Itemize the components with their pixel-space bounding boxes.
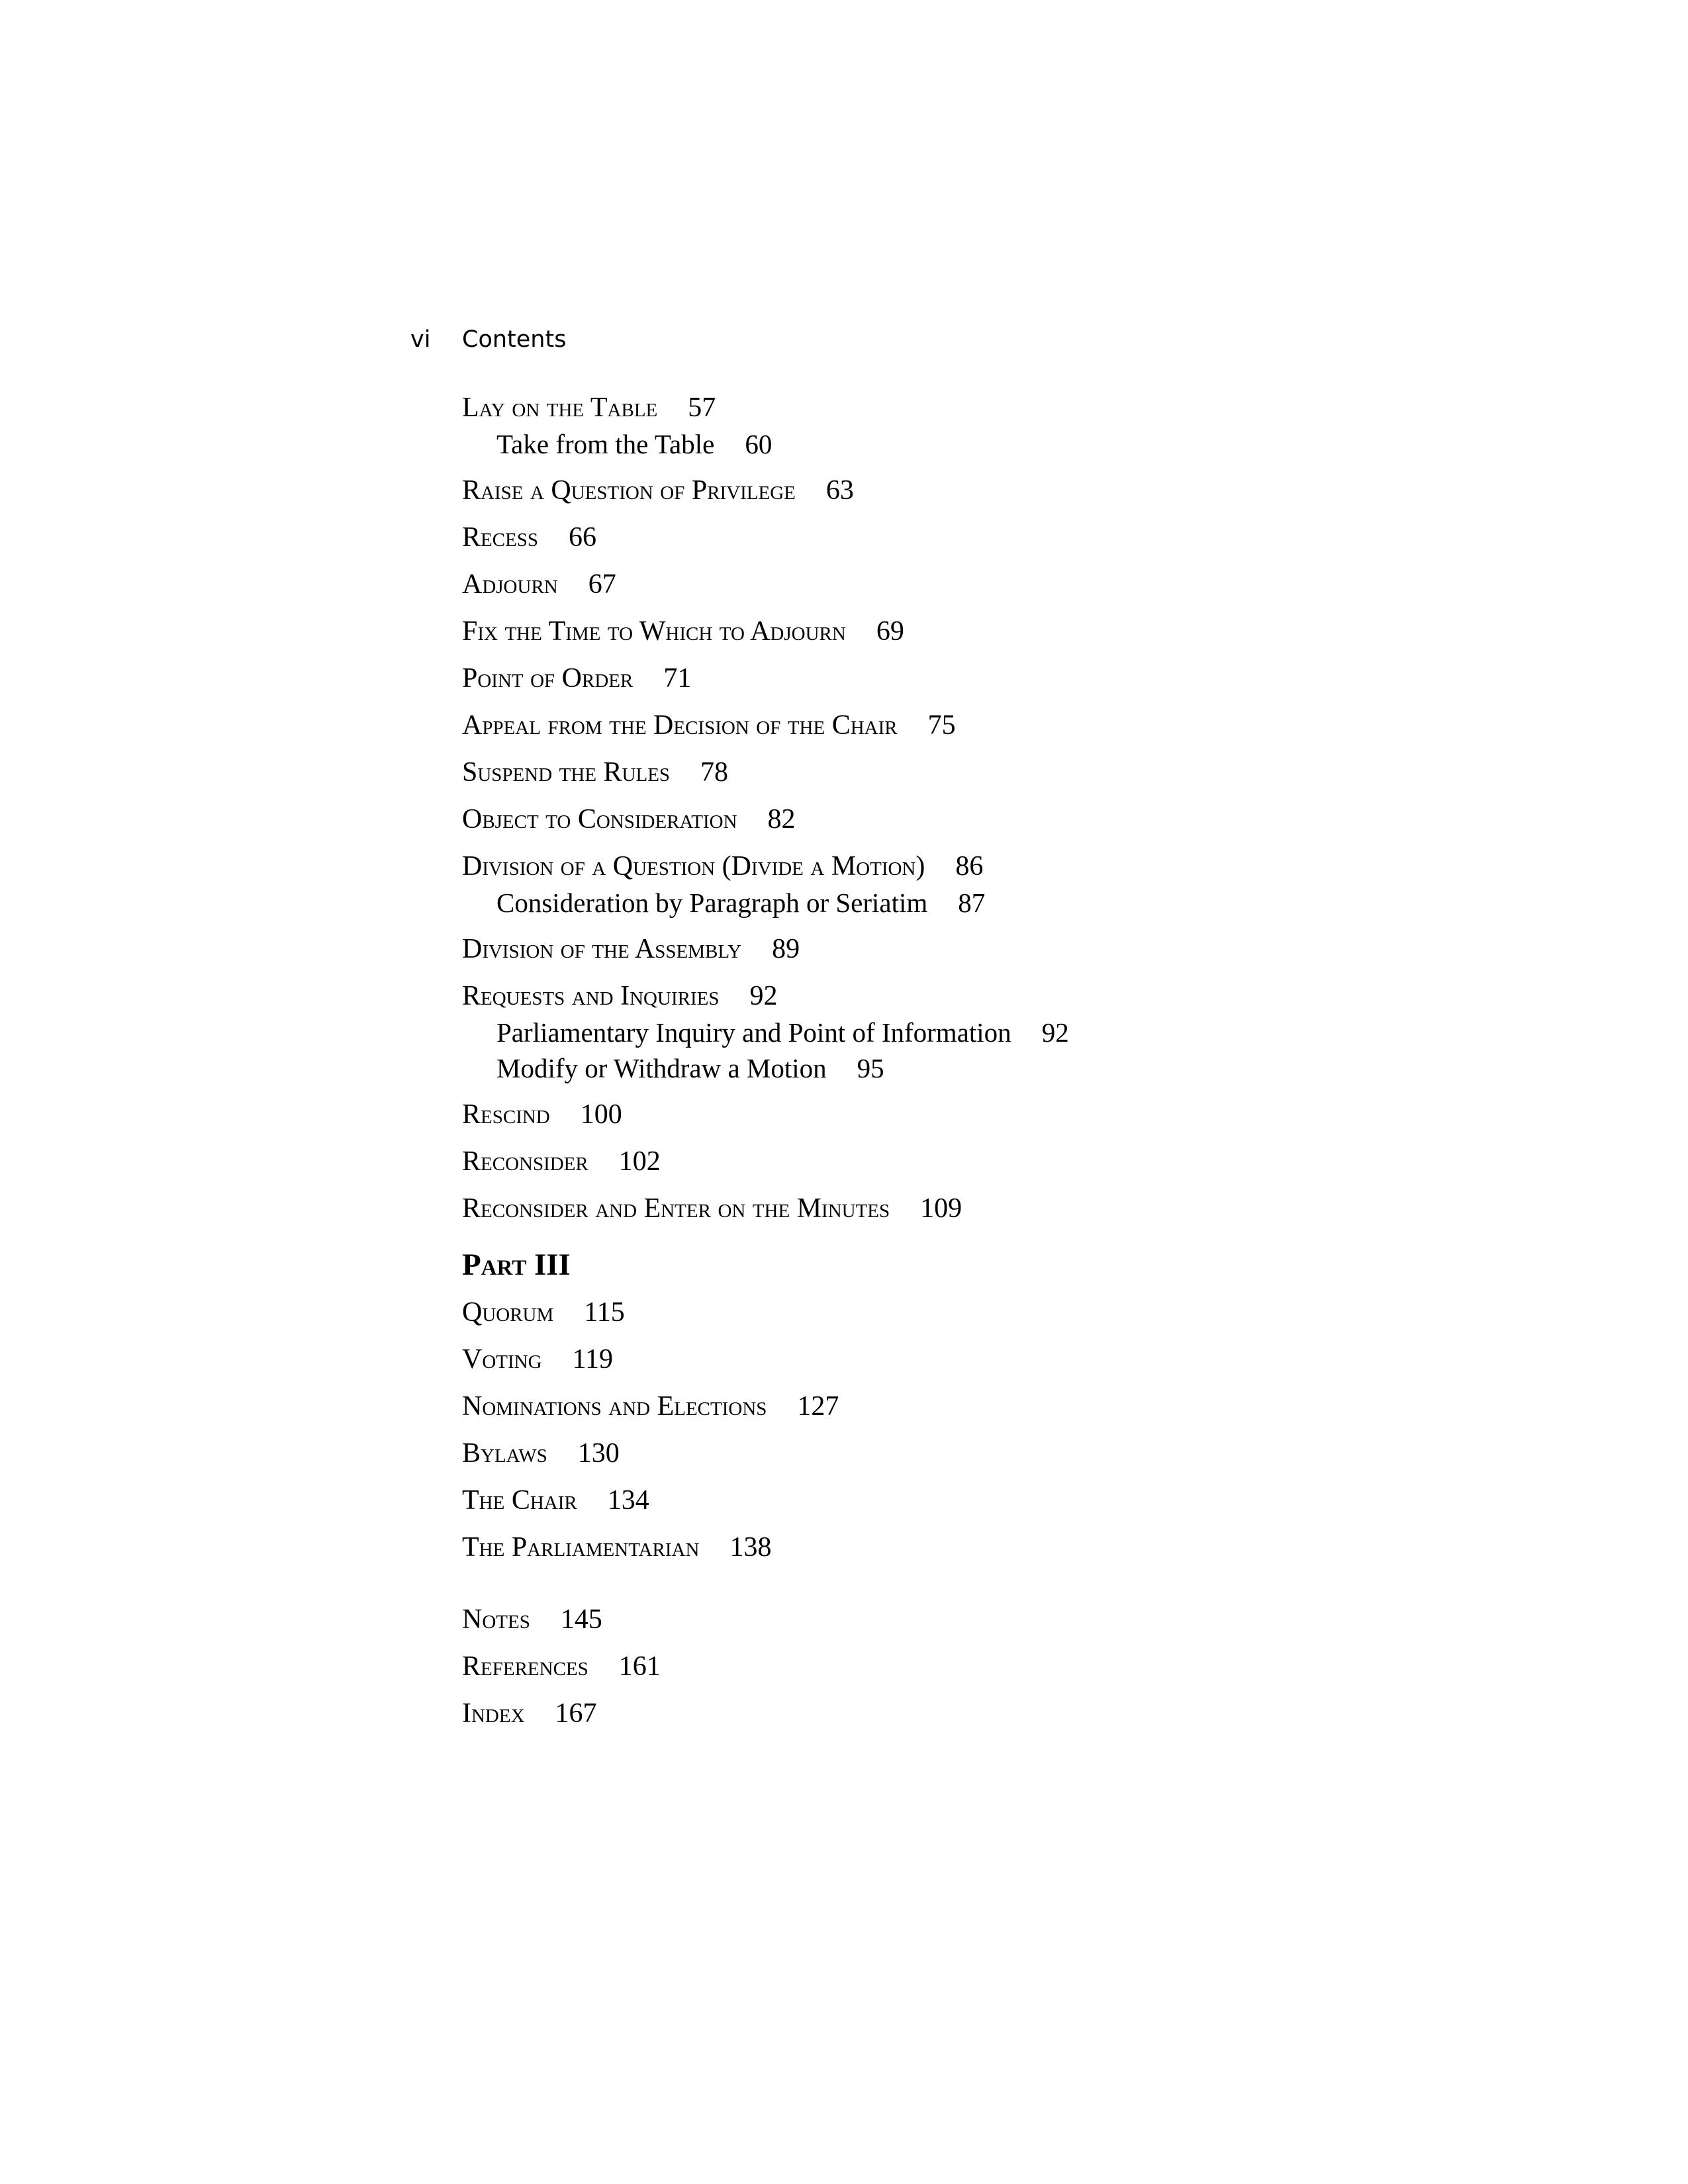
toc-entry-page: 127 [797,1391,839,1422]
toc-entry-page: 75 [927,710,956,741]
toc-subentry-page: 92 [1041,1017,1069,1048]
toc-subentry-title: Take from the Table [496,429,715,459]
toc-entry-title: Notes [462,1604,530,1635]
toc-entry-page: 67 [588,569,616,600]
toc-entry-title: Division of a Question (Divide a Motion) [462,851,925,882]
toc-entry-title: Appeal from the Decision of the Chair [462,710,898,741]
toc-subentry-title: Modify or Withdraw a Motion [496,1053,827,1083]
toc-entry-page: 89 [772,934,800,964]
toc-entry-title: Suspend the Rules [462,757,671,788]
toc-entry-title: Fix the Time to Which to Adjourn [462,616,846,647]
toc-entry-title: Index [462,1698,525,1729]
toc-subentry-title: Consideration by Paragraph or Seriatim [496,887,928,918]
toc-entry-title: Quorum [462,1297,554,1328]
toc-entry-title: The Chair [462,1485,577,1516]
toc-entry-appeal-from-the-decision-of-the-chair [462,707,1323,754]
toc-entry-division-of-a-question [462,848,1323,921]
toc-entry-title: Voting [462,1344,542,1375]
toc-entry-rescind [462,1096,1323,1143]
toc-entry-voting [462,1341,1323,1388]
toc-entry-title: Requests and Inquiries [462,981,720,1011]
toc-entry-title: The Parliamentarian [462,1532,700,1563]
toc-entry-page: 115 [584,1297,625,1328]
toc-entry-index [462,1695,1323,1742]
toc-entry-reconsider [462,1143,1323,1190]
toc-subentry-parliamentary-inquiry [462,1015,1323,1050]
toc-entry-page: 102 [618,1146,661,1177]
toc-entry-recess [462,519,1323,566]
toc-entry-page: 167 [555,1698,597,1729]
table-of-contents [462,389,1323,1742]
toc-entry-references [462,1648,1323,1695]
toc-entry-nominations-and-elections [462,1388,1323,1435]
toc-subentry-take-from-the-table [462,426,1323,462]
toc-entry-page: 130 [577,1438,620,1469]
toc-entry-title: Point of Order [462,663,633,694]
toc-subentry-page: 95 [857,1053,884,1083]
toc-entry-title: References [462,1651,588,1682]
toc-entry-page: 119 [572,1344,613,1375]
toc-subentry-modify-or-withdraw [462,1050,1323,1086]
toc-entry-page: 69 [876,616,904,647]
toc-entry-title: Lay on the Table [462,392,658,423]
toc-subentry-page: 60 [745,429,773,459]
toc-entry-page: 100 [580,1099,622,1130]
toc-entry-title: Bylaws [462,1438,547,1469]
toc-entry-division-of-the-assembly [462,931,1323,978]
running-head-title: Contents [462,326,567,353]
toc-entry-title: Nominations and Elections [462,1391,767,1422]
toc-entry-title: Adjourn [462,569,558,600]
toc-entry-page: 145 [560,1604,602,1635]
toc-entry-title: Reconsider [462,1146,588,1177]
toc-entry-page: 92 [749,981,778,1011]
toc-entry-page: 138 [729,1532,772,1563]
toc-entry-title: Division of the Assembly [462,934,742,964]
toc-entry-page: 134 [607,1485,649,1516]
toc-entry-title: Rescind [462,1099,550,1130]
toc-entry-page: 82 [767,804,796,835]
toc-entry-notes [462,1601,1323,1648]
toc-entry-title: Object to Consideration [462,804,737,835]
toc-entry-page: 161 [618,1651,661,1682]
toc-entry-page: 71 [663,663,692,694]
toc-entry-title: Reconsider and Enter on the Minutes [462,1193,890,1224]
part-heading: Part III [462,1248,571,1282]
running-head [410,324,566,355]
toc-entry-page: 86 [955,851,984,882]
toc-entry-bylaws [462,1435,1323,1482]
toc-entry-the-parliamentarian [462,1529,1323,1576]
toc-subentry-consideration-by-paragraph [462,885,1323,921]
toc-entry-point-of-order [462,660,1323,707]
page-number: vi [410,326,431,353]
toc-entry-reconsider-and-enter-on-the-minutes [462,1190,1323,1237]
toc-entry-quorum [462,1294,1323,1341]
section-gap [462,1576,1323,1601]
toc-subentry-title: Parliamentary Inquiry and Point of Information [496,1017,1011,1048]
toc-entry-page: 78 [700,757,729,788]
toc-entry-suspend-the-rules [462,754,1323,801]
toc-entry-the-chair [462,1482,1323,1529]
toc-entry-lay-on-the-table [462,389,1323,462]
toc-entry-raise-a-question-of-privilege [462,472,1323,519]
toc-entry-requests-and-inquiries [462,978,1323,1086]
toc-entry-page: 66 [569,522,597,553]
toc-entry-object-to-consideration [462,801,1323,848]
toc-entry-page: 109 [920,1193,962,1224]
toc-entry-adjourn [462,566,1323,613]
toc-entry-fix-the-time-to-which-to-adjourn [462,613,1323,660]
toc-entry-page: 57 [688,392,716,423]
toc-entry-title: Raise a Question of Privilege [462,475,796,506]
toc-subentry-page: 87 [958,887,986,918]
toc-entry-page: 63 [825,475,854,506]
toc-entry-title: Recess [462,522,539,553]
